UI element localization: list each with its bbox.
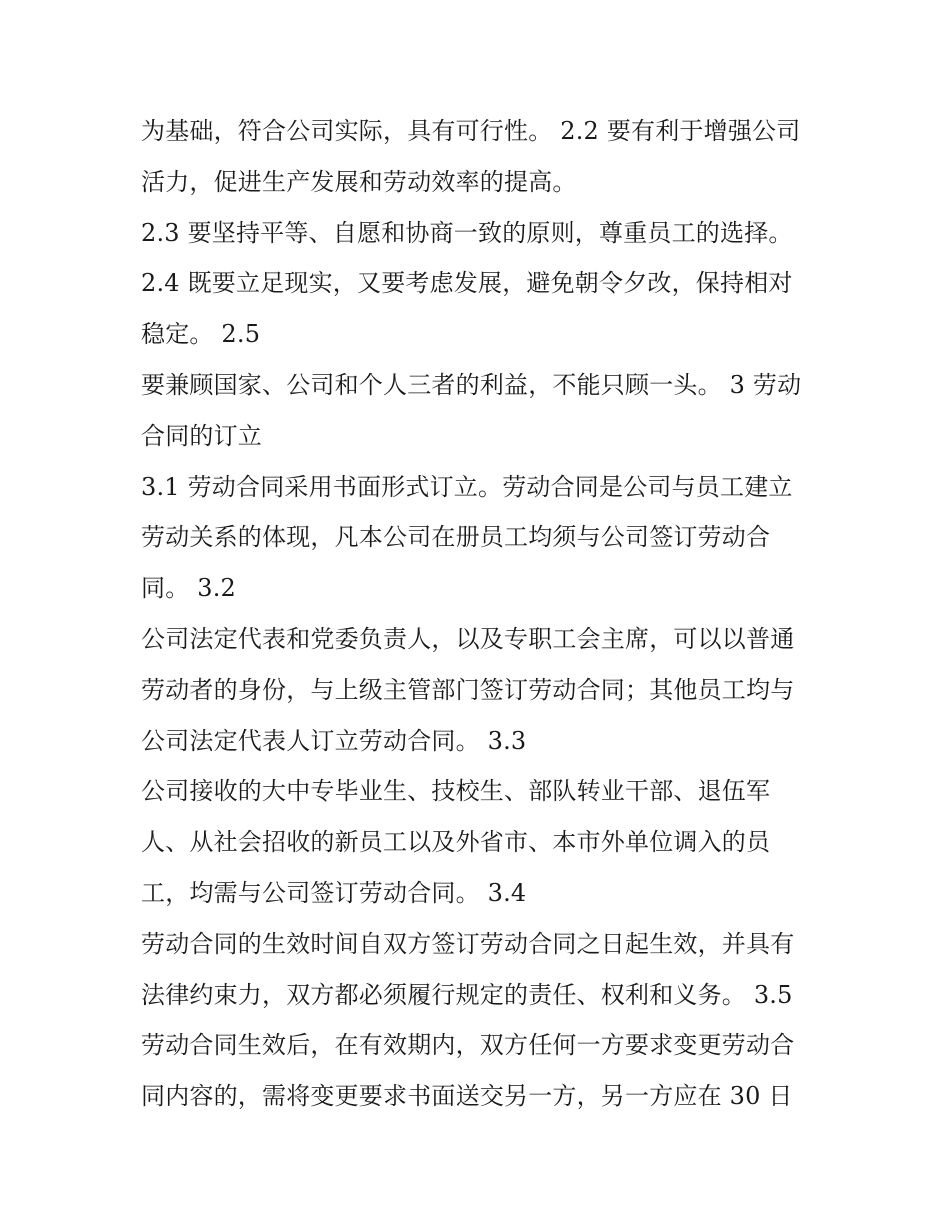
text-line: 稳定。 2.5 (141, 320, 261, 349)
text-line: 劳动合同的生效时间自双方签订劳动合同之日起生效，并具有 (141, 929, 795, 958)
body-text (141, 106, 821, 1122)
text-line: 公司法定代表人订立劳动合同。 3.3 (141, 726, 527, 755)
text-line: 公司法定代表和党委负责人，以及专职工会主席，可以以普通 (141, 624, 795, 653)
text-line: 人、从社会招收的新员工以及外省市、本市外单位调入的员 (141, 828, 771, 857)
text-line: 劳动合同生效后，在有效期内，双方任何一方要求变更劳动合 (141, 1031, 795, 1060)
text-line: 同内容的，需将变更要求书面送交另一方，另一方应在 30 日 (141, 1082, 793, 1111)
text-line: 合同的订立 (141, 421, 262, 450)
text-line: 工，均需与公司签订劳动合同。 3.4 (141, 878, 527, 907)
text-line: 劳动关系的体现，凡本公司在册员工均须与公司签订劳动合 (141, 523, 771, 552)
text-line: 3.1 劳动合同采用书面形式订立。劳动合同是公司与员工建立 (141, 472, 793, 501)
text-line: 劳动者的身份，与上级主管部门签订劳动合同；其他员工均与 (141, 675, 795, 704)
text-line: 公司接收的大中专毕业生、技校生、部队转业干部、退伍军 (141, 777, 771, 806)
text-line: 活力，促进生产发展和劳动效率的提高。 (141, 167, 577, 196)
text-line: 法律约束力，双方都必须履行规定的责任、权利和义务。 3.5 (141, 980, 793, 1009)
text-line: 要兼顾国家、公司和个人三者的利益，不能只顾一头。 3 劳动 (141, 370, 802, 399)
text-line: 2.4 既要立足现实，又要考虑发展，避免朝令夕改，保持相对 (141, 269, 793, 298)
text-line: 2.3 要坚持平等、自愿和协商一致的原则，尊重员工的选择。 (141, 218, 793, 247)
text-line: 同。 3.2 (141, 574, 236, 603)
text-line: 为基础，符合公司实际，具有可行性。 2.2 要有利于增强公司 (141, 117, 801, 145)
